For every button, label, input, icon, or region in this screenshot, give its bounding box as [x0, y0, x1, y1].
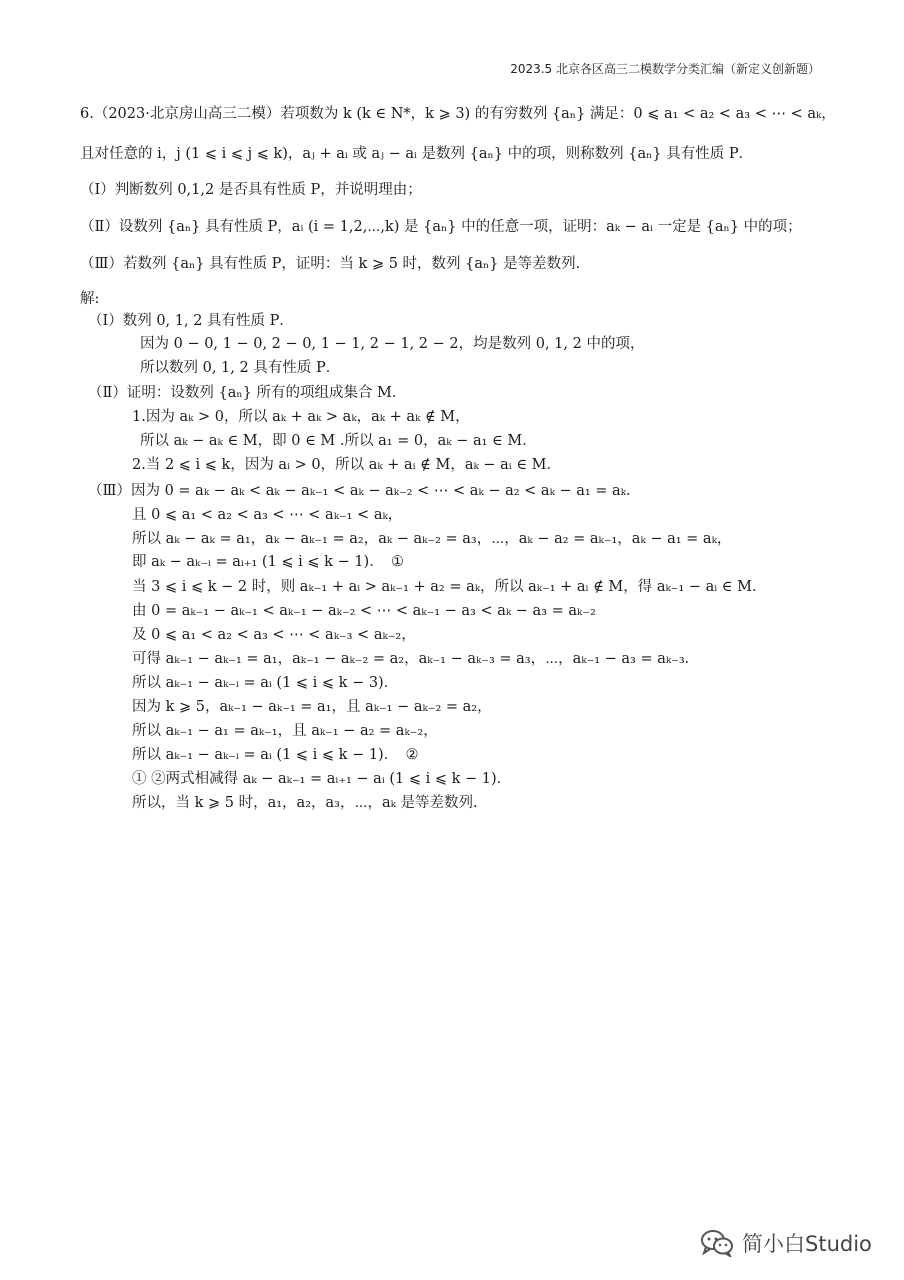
solution-part-3-line: 所以 aₖ₋₁ − aₖ₋ᵢ = aᵢ (1 ⩽ i ⩽ k − 1)． ②	[132, 747, 419, 763]
question-line: 且对任意的 i，j (1 ⩽ i ⩽ j ⩽ k)，aⱼ + aᵢ 或 aⱼ − aᵢ 是数列 {aₙ} 中的项，则称数列 {aₙ} 具有性质 P．	[80, 146, 754, 162]
solution-part-3-line: 可得 aₖ₋₁ − aₖ₋₁ = a₁，aₖ₋₁ − aₖ₋₂ = a₂，aₖ₋₁ − aₖ₋₃ = a₃，⋯，aₖ₋₁ − a₃ = aₖ₋₃．	[132, 651, 700, 667]
solution-part-2-line: 2.当 2 ⩽ i ⩽ k，因为 aᵢ > 0，所以 aₖ + aᵢ ∉ M，aₖ − aᵢ ∈ M．	[132, 457, 562, 473]
solution-part-3-line: 及 0 ⩽ a₁ < a₂ < a₃ < ⋯ < aₖ₋₃ < aₖ₋₂，	[132, 627, 416, 643]
question-part-1: （Ⅰ）判断数列 0,1,2 是否具有性质 P，并说明理由；	[80, 182, 422, 198]
watermark-text: 简小白Studio	[742, 1232, 872, 1256]
solution-part-2-line: （Ⅱ）证明：设数列 {aₙ} 所有的项组成集合 M．	[88, 385, 407, 401]
solution-label: 解:	[80, 291, 100, 307]
page-header: 2023.5 北京各区高三二模数学分类汇编（新定义创新题）	[510, 62, 820, 76]
solution-part-1-line: 所以数列 0, 1, 2 具有性质 P．	[140, 360, 341, 376]
solution-part-3-line: 且 0 ⩽ a₁ < a₂ < a₃ < ⋯ < aₖ₋₁ < aₖ，	[132, 507, 403, 523]
solution-part-3-line: 所以 aₖ₋₁ − aₖ₋ᵢ = aᵢ (1 ⩽ i ⩽ k − 3)．	[132, 675, 399, 691]
solution-part-3-line: 所以 aₖ − aₖ = a₁，aₖ − aₖ₋₁ = a₂，aₖ − aₖ₋₂ = a₃，⋯，aₖ − a₂ = aₖ₋₁，aₖ − a₁ = aₖ，	[132, 531, 732, 547]
solution-part-3-line: ① ②两式相减得 aₖ − aₖ₋₁ = aᵢ₊₁ − aᵢ (1 ⩽ i ⩽ k − 1)．	[132, 771, 512, 787]
solution-part-2-line: 所以 aₖ − aₖ ∈ M，即 0 ∈ M .所以 a₁ = 0，aₖ − a₁ ∈ M．	[140, 433, 537, 449]
watermark	[700, 1228, 872, 1258]
question-part-3: （Ⅲ）若数列 {aₙ} 具有性质 P，证明：当 k ⩾ 5 时，数列 {aₙ} 是等差数列.	[80, 256, 581, 272]
solution-part-3-line: 因为 k ⩾ 5，aₖ₋₁ − aₖ₋₁ = a₁，且 aₖ₋₁ − aₖ₋₂ = a₂，	[132, 699, 492, 715]
solution-part-3-line: 即 aₖ − aₖ₋ᵢ = aᵢ₊₁ (1 ⩽ i ⩽ k − 1)． ①	[132, 554, 404, 570]
solution-part-2-line: 1.因为 aₖ > 0，所以 aₖ + aₖ > aₖ，aₖ + aₖ ∉ M，	[132, 409, 470, 425]
solution-part-3-line: 由 0 = aₖ₋₁ − aₖ₋₁ < aₖ₋₁ − aₖ₋₂ < ⋯ < aₖ₋₁ − a₃ < aₖ − a₃ = aₖ₋₂	[132, 603, 596, 619]
wechat-icon	[700, 1229, 734, 1257]
solution-part-3-line: 所以 aₖ₋₁ − a₁ = aₖ₋₁，且 aₖ₋₁ − a₂ = aₖ₋₂，	[132, 723, 438, 739]
question-part-2: （Ⅱ）设数列 {aₙ} 具有性质 P，aᵢ (i = 1,2,⋯,k) 是 {aₙ} 中的任意一项，证明：aₖ − aᵢ 一定是 {aₙ} 中的项；	[80, 219, 802, 235]
solution-part-3-line: 所以，当 k ⩾ 5 时，a₁，a₂，a₃，⋯，aₖ 是等差数列.	[132, 795, 478, 811]
solution-part-3-line: （Ⅲ）因为 0 = aₖ − aₖ < aₖ − aₖ₋₁ < aₖ − aₖ₋₂ < ⋯ < aₖ − a₂ < aₖ − a₁ = aₖ．	[88, 483, 641, 499]
solution-part-1-line: 因为 0 − 0, 1 − 0, 2 − 0, 1 − 1, 2 − 1, 2 − 2，均是数列 0, 1, 2 中的项，	[140, 336, 645, 352]
solution-part-3-line: 当 3 ⩽ i ⩽ k − 2 时，则 aₖ₋₁ + aᵢ > aₖ₋₁ + a₂ = aₖ，所以 aₖ₋₁ + aᵢ ∉ M，得 aₖ₋₁ − aᵢ ∈ M．	[132, 579, 767, 595]
solution-part-1-line: （Ⅰ）数列 0, 1, 2 具有性质 P．	[88, 313, 294, 329]
question-line: 6.（2023·北京房山高三二模）若项数为 k (k ∈ N*，k ⩾ 3) 的有穷数列 {aₙ} 满足：0 ⩽ a₁ < a₂ < a₃ < ⋯ < aₖ，	[80, 106, 836, 122]
